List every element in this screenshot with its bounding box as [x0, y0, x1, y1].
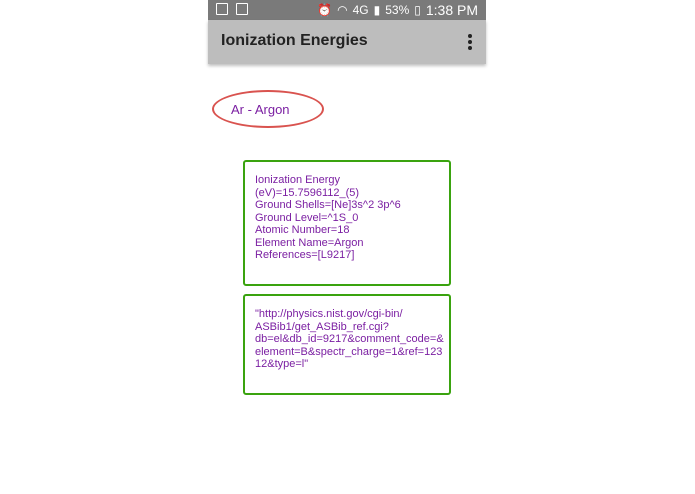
alarm-icon: ⏰ [317, 3, 333, 17]
details-line: Ground Shells=[Ne]3s^2 3p^6 [255, 199, 401, 211]
details-card [243, 160, 451, 286]
tools-notification-icon [236, 3, 248, 15]
app-title: Ionization Energies [221, 32, 368, 49]
details-line: Ionization Energy [255, 174, 340, 186]
element-label: Ar - Argon [231, 102, 290, 117]
reference-card[interactable] [243, 294, 451, 395]
wifi-icon: ◠ [337, 3, 348, 17]
network-type: 4G [352, 3, 369, 17]
status-bar [208, 0, 486, 20]
reference-line: 12&type=l" [255, 358, 309, 370]
clock: 1:38 PM [425, 2, 478, 18]
reference-line: db=el&db_id=9217&comment_code=& [255, 333, 444, 345]
battery-percent: 53% [385, 3, 410, 17]
signal-icon: ▮ [373, 3, 381, 17]
details-line: Ground Level=^1S_0 [255, 211, 359, 224]
details-line: Atomic Number=18 [255, 224, 350, 236]
reference-line: "http://physics.nist.gov/cgi-bin/ [255, 308, 403, 320]
gallery-notification-icon [216, 3, 228, 15]
reference-line: ASBib1/get_ASBib_ref.cgi? [255, 320, 389, 333]
reference-line: element=B&spectr_charge=1&ref=123 [255, 345, 443, 358]
app-bar [208, 20, 486, 64]
overflow-menu-icon[interactable] [468, 34, 472, 50]
details-line: Element Name=Argon [255, 236, 364, 249]
details-line: (eV)=15.7596112_(5) [255, 186, 360, 199]
details-line: References=[L9217] [255, 249, 355, 261]
phone-screen [208, 0, 486, 494]
battery-icon: ▯ [414, 3, 421, 17]
